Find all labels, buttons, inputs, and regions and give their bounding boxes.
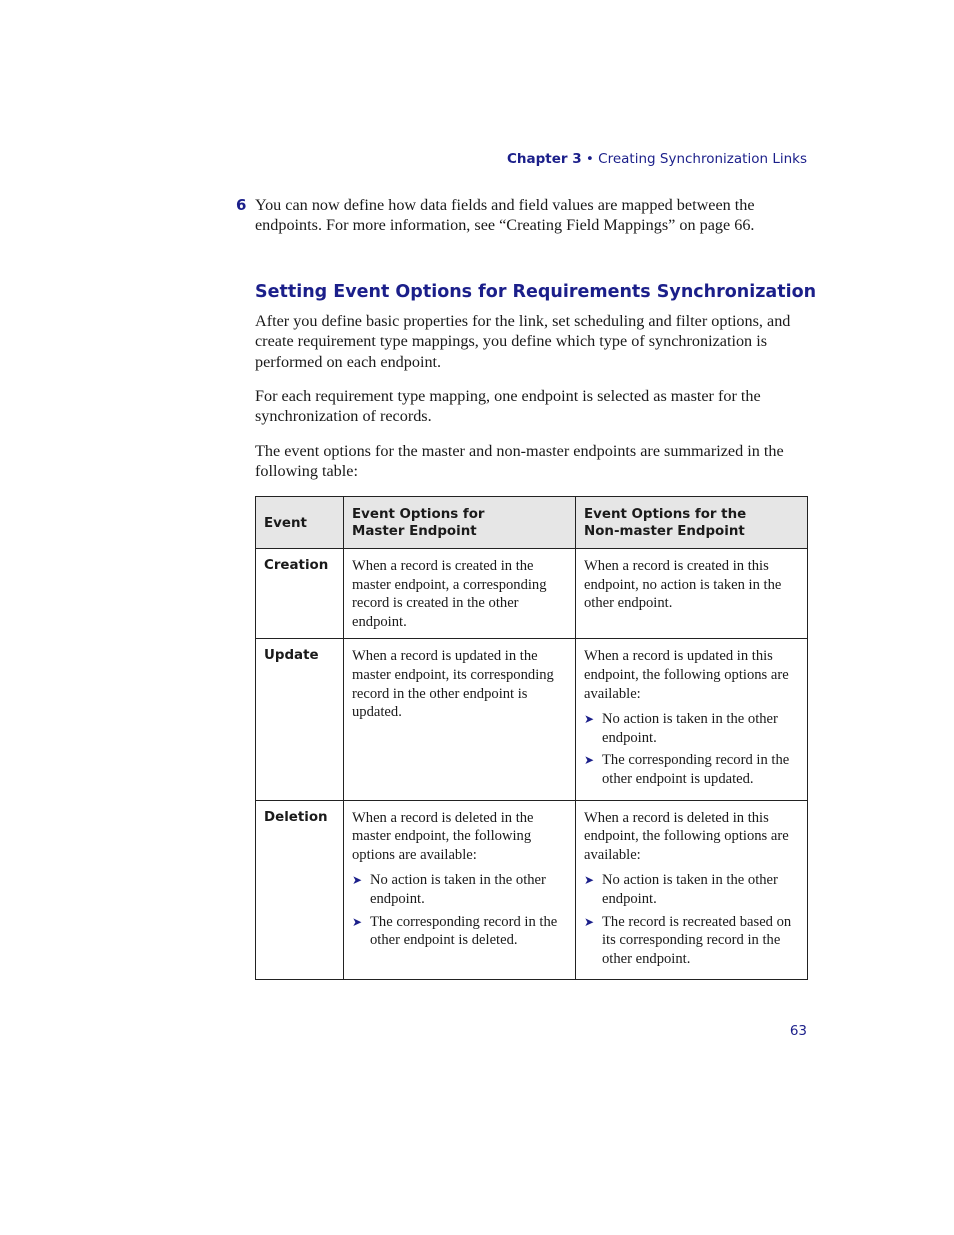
table-header-row bbox=[256, 497, 808, 549]
master-text: When a record is updated in the master endpoint, its corresponding record in the other endpoint is updated. bbox=[352, 648, 554, 721]
master-text: When a record is deleted in the master endpoint, the following options are available: bbox=[352, 809, 534, 863]
master-cell bbox=[344, 639, 576, 800]
chapter-label: Chapter 3 bbox=[506, 151, 582, 167]
nonmaster-text: When a record is updated in this endpoint, the following options are available: bbox=[584, 648, 789, 702]
list-item: ➤ The corresponding record in the other endpoint is deleted. bbox=[352, 913, 558, 949]
list-item: ➤ The record is recreated based on its corresponding record in the other endpoint. bbox=[584, 913, 792, 967]
chapter-title: Creating Synchronization Links bbox=[598, 151, 807, 167]
master-cell bbox=[344, 549, 576, 639]
section-heading: Setting Event Options for Requirements Synchronization bbox=[255, 282, 817, 302]
nonmaster-text: When a record is deleted in this endpoint, the following options are available: bbox=[584, 809, 789, 863]
nonmaster-cell bbox=[576, 639, 808, 800]
option-list bbox=[584, 871, 799, 968]
arrow-bullet-icon: ➤ bbox=[584, 914, 595, 929]
nonmaster-text: When a record is created in this endpoint, no action is taken in the other endpoint. bbox=[584, 558, 782, 612]
body-paragraph: After you define basic properties for the link, set scheduling and filter options, and create requirement type mappings, you define which type of synchronization is performed on each endpoint. bbox=[255, 312, 791, 371]
page-number: 63 bbox=[789, 1023, 807, 1039]
arrow-bullet-icon: ➤ bbox=[584, 712, 595, 727]
list-item: ➤ No action is taken in the other endpoint. bbox=[352, 872, 546, 907]
header-nonmaster: Event Options for the Non-master Endpoint bbox=[576, 497, 808, 549]
list-item: ➤ The corresponding record in the other endpoint is updated. bbox=[584, 752, 790, 787]
arrow-bullet-icon: ➤ bbox=[584, 753, 595, 768]
event-cell: Creation bbox=[256, 549, 344, 639]
master-cell bbox=[344, 800, 576, 980]
header-event: Event bbox=[256, 497, 344, 549]
body-paragraph: For each requirement type mapping, one endpoint is selected as master for the synchronization of records. bbox=[255, 387, 761, 426]
arrow-bullet-icon: ➤ bbox=[584, 873, 595, 888]
step-6 bbox=[236, 195, 796, 236]
list-item: ➤ No action is taken in the other endpoint. bbox=[584, 872, 778, 907]
running-head-separator: • bbox=[581, 151, 599, 167]
event-options-table bbox=[255, 496, 808, 980]
running-head bbox=[507, 151, 807, 167]
table-row bbox=[256, 800, 808, 980]
master-text: When a record is created in the master endpoint, a corresponding record is created in the other endpoint. bbox=[352, 558, 547, 630]
list-item: ➤ No action is taken in the other endpoint. bbox=[584, 711, 778, 746]
header-master: Event Options for Master Endpoint bbox=[344, 497, 576, 549]
table-row bbox=[256, 549, 808, 639]
option-list bbox=[352, 871, 567, 949]
arrow-bullet-icon: ➤ bbox=[352, 914, 363, 929]
event-cell: Deletion bbox=[256, 800, 344, 980]
nonmaster-cell bbox=[576, 549, 808, 639]
step-text: You can now define how data fields and field values are mapped between the endpoints. For more information, see “Creating Field Mappings” on page 66. bbox=[255, 196, 755, 235]
option-list bbox=[584, 710, 799, 788]
event-cell: Update bbox=[256, 639, 344, 800]
body-paragraph: The event options for the master and non-master endpoints are summarized in the following table: bbox=[255, 442, 784, 481]
table-row bbox=[256, 639, 808, 800]
arrow-bullet-icon: ➤ bbox=[352, 873, 363, 888]
step-number: 6 bbox=[236, 196, 247, 214]
nonmaster-cell bbox=[576, 800, 808, 980]
